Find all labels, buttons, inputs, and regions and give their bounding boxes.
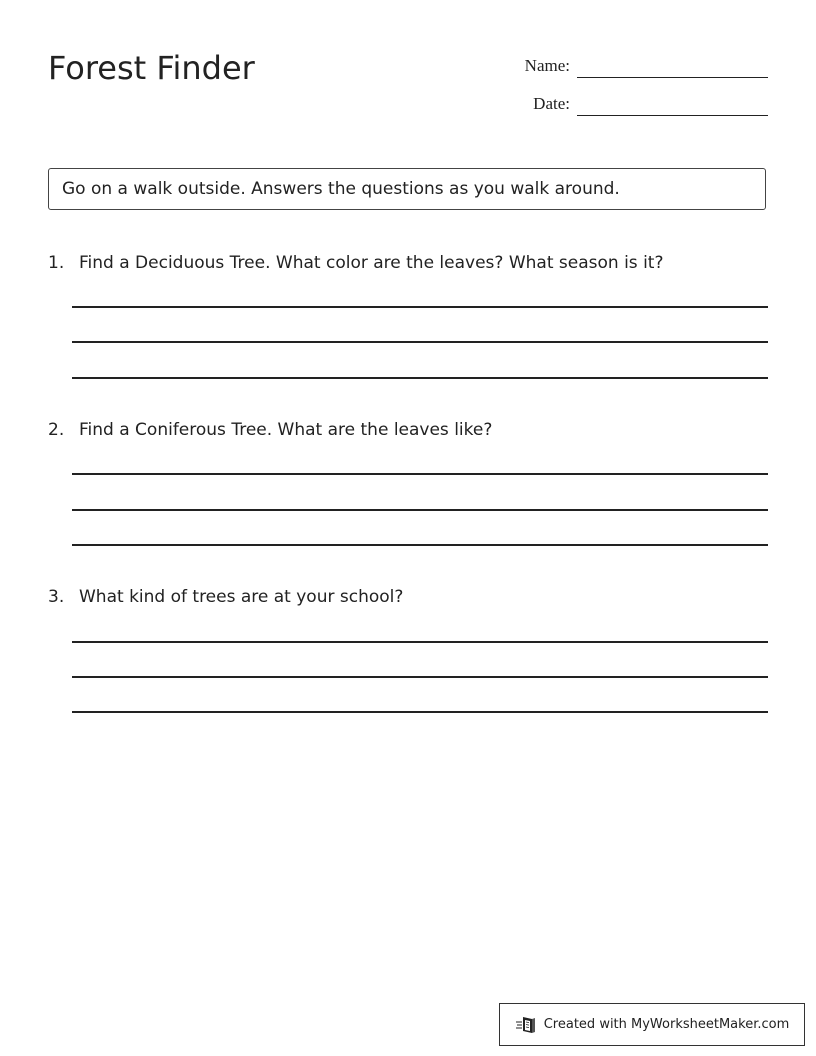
date-label: Date: (533, 94, 570, 113)
question-text: What kind of trees are at your school? (79, 587, 404, 607)
footer-credit-badge[interactable] (499, 1003, 805, 1046)
worksheet-title: Forest Finder (48, 49, 255, 87)
date-underline[interactable] (577, 115, 768, 116)
question-number: 2. (48, 420, 65, 440)
answer-line[interactable] (72, 341, 768, 343)
answer-line[interactable] (72, 509, 768, 511)
answer-line[interactable] (72, 641, 768, 643)
footer-credit-text: Created with MyWorksheetMaker.com (543, 1017, 790, 1032)
name-label: Name: (524, 56, 570, 75)
worksheet-maker-logo-icon (515, 1014, 537, 1036)
question-text: Find a Deciduous Tree. What color are the leaves? What season is it? (79, 253, 664, 273)
name-underline[interactable] (577, 77, 768, 78)
answer-line[interactable] (72, 306, 768, 308)
answer-line[interactable] (72, 473, 768, 475)
answer-line[interactable] (72, 711, 768, 713)
question-number: 3. (48, 587, 65, 607)
question-number: 1. (48, 253, 65, 273)
question-text: Find a Coniferous Tree. What are the leaves like? (79, 420, 493, 440)
name-field[interactable] (500, 52, 768, 78)
answer-line[interactable] (72, 676, 768, 678)
answer-line[interactable] (72, 544, 768, 546)
instructions-box: Go on a walk outside. Answers the questions as you walk around. (48, 168, 766, 210)
date-field[interactable] (500, 90, 768, 116)
answer-line[interactable] (72, 377, 768, 379)
